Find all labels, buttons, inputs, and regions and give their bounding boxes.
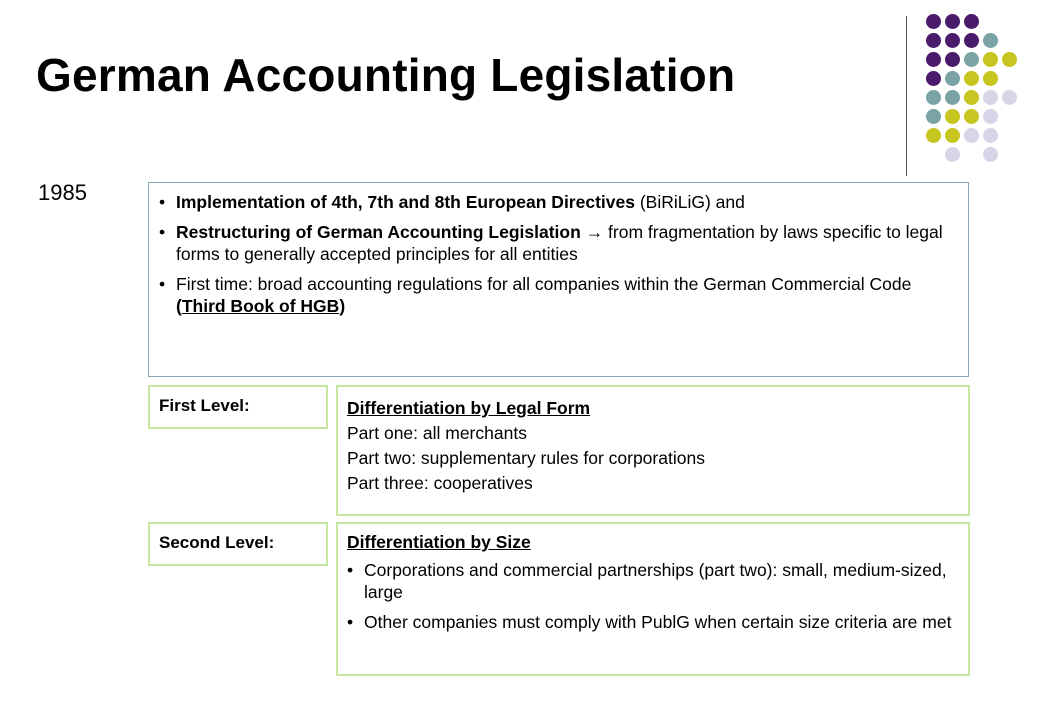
second-level-content-box [336, 522, 970, 676]
first-level-label-box [148, 385, 328, 429]
decor-dot [926, 71, 941, 86]
bullet-implementation: • Implementation of 4th, 7th and 8th European Directives (BiRiLiG) and [159, 191, 958, 213]
decor-dot [945, 71, 960, 86]
decor-dot [983, 147, 998, 162]
bullet-first-time: • First time: broad accounting regulations for all companies within the German Commercial Code (Third Book of HGB) [159, 273, 958, 317]
decor-dot [926, 109, 941, 124]
decor-dot [926, 128, 941, 143]
decor-dot [983, 90, 998, 105]
decor-dot [1002, 52, 1017, 67]
bullet-restructuring: • Restructuring of German Accounting Legislation → from fragmentation by laws specific to legal forms to generally accepted principles for all entities [159, 221, 958, 265]
first-level-line: Part one: all merchants [347, 423, 527, 443]
first-level-heading: Differentiation by Legal Form [347, 398, 591, 418]
decor-dot [926, 90, 941, 105]
second-level-bullet: • Other companies must comply with PublG when certain size criteria are met [347, 611, 968, 633]
decor-dot [926, 52, 941, 67]
second-level-heading: Differentiation by Size [347, 532, 531, 552]
year-label: 1985 [38, 180, 87, 205]
first-level-content-box [336, 385, 970, 516]
decor-dot [964, 33, 979, 48]
second-level-label: Second Level: [159, 533, 275, 552]
decor-dot [964, 71, 979, 86]
page-title: German Accounting Legislation [36, 49, 736, 101]
first-level-line: Part three: cooperatives [347, 473, 533, 493]
hgb-link[interactable]: Third Book of HGB [181, 296, 340, 316]
decor-dot [964, 90, 979, 105]
second-level-label-box [148, 522, 328, 566]
decor-dot [983, 128, 998, 143]
decor-dot [945, 33, 960, 48]
decor-dot [964, 52, 979, 67]
second-level-bullet: • Corporations and commercial partnerships (part two): small, medium-sized, large [347, 559, 968, 603]
decor-dot [945, 52, 960, 67]
decor-dot [964, 14, 979, 29]
decor-dot [1002, 90, 1017, 105]
decor-dot [964, 128, 979, 143]
decor-dot [964, 109, 979, 124]
first-level-label: First Level: [159, 396, 250, 415]
main-summary-box [148, 182, 969, 377]
decor-dot [945, 128, 960, 143]
decor-dot [945, 14, 960, 29]
decor-dot [945, 109, 960, 124]
decor-dot [983, 52, 998, 67]
decor-dot [945, 147, 960, 162]
decor-dot [926, 14, 941, 29]
title-divider [906, 16, 907, 176]
decor-dot [983, 109, 998, 124]
arrow-right-icon: → [585, 222, 604, 242]
decor-dot [926, 33, 941, 48]
first-level-line: Part two: supplementary rules for corporations [347, 448, 705, 468]
decor-dot [983, 33, 998, 48]
decor-dot [983, 71, 998, 86]
decor-dot [945, 90, 960, 105]
